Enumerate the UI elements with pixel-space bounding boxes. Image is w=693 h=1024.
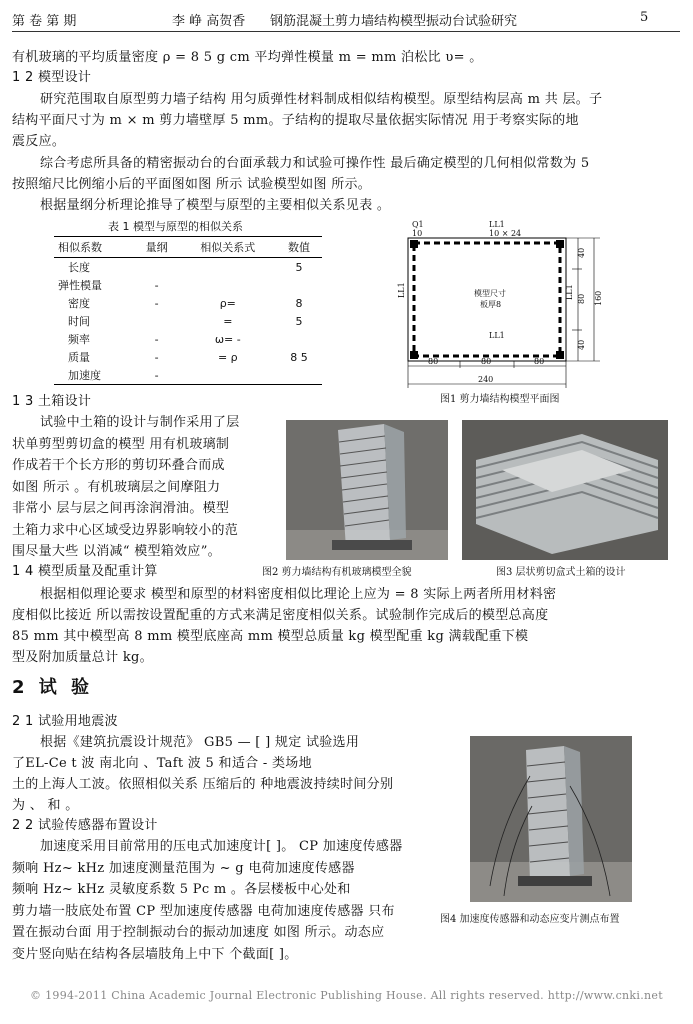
table-cell [134, 312, 180, 330]
table-row [54, 312, 322, 330]
label-ll1-left: LL1 [397, 282, 406, 298]
table-cell: 密度 [68, 297, 90, 310]
table-cell: = ρ [217, 350, 238, 364]
table-header-row [54, 237, 322, 258]
table-row [54, 348, 322, 366]
text-line: 85 mm 其中模型高 8 mm 模型底座高 mm 模型总质量 kg 模型配重 kg 满载配重下模 [12, 629, 529, 644]
col-header: 相似系数 [54, 237, 134, 258]
table-row [54, 366, 322, 385]
table-cell [276, 330, 322, 348]
figure-4-caption: 图4 加速度传感器和动态应变片测点布置 [440, 914, 620, 925]
table-cell: = [223, 314, 233, 328]
text-line: 根据《建筑抗震设计规范》 GB5 — [ ] 规定 试验选用 [40, 735, 360, 750]
text-line: 状单剪型剪切盒的模型 用有机玻璃制 [12, 436, 230, 452]
figure-2-photo [286, 420, 448, 560]
corner-column [410, 351, 418, 359]
corner-column [410, 240, 418, 248]
table-cell [276, 276, 322, 294]
table-cell: 5 [295, 260, 303, 274]
corner-column [556, 351, 564, 359]
table-cell: - [154, 350, 159, 364]
label-ll1-top: LL1 [489, 220, 505, 229]
text-line: 按照缩尺比例缩小后的平面图如图 所示 试验模型如图 所示。 [12, 177, 372, 192]
figure-3-caption: 图3 层状剪切盒式土箱的设计 [496, 567, 626, 578]
table-cell: 长度 [68, 261, 90, 274]
text-line: 根据量纲分析理论推导了模型与原型的主要相似关系见表 。 [40, 198, 391, 213]
header-rule [12, 31, 680, 32]
table-cell [276, 366, 322, 385]
table-cell: 频率 [68, 333, 90, 346]
text-line: 频响 Hz~ kHz 加速度测量范围为 ~ g 电荷加速度传感器 [12, 860, 355, 876]
table-cell: - [154, 296, 159, 310]
table-caption: 表 1 模型与原型的相似关系 [108, 220, 243, 233]
table-cell: 加速度 [54, 366, 134, 385]
figure-1-caption: 图1 剪力墙结构模型平面图 [440, 394, 560, 405]
text-line: 作成若干个长方形的剪切环叠合而成 [12, 458, 225, 473]
copyright-footer: © 1994-2011 China Academic Journal Electronic Publishing House. All rights reserved. http://www.cnki.net [30, 989, 663, 1002]
table-row [54, 294, 322, 312]
text-line: 研究范围取自原型剪力墙子结构 用匀质弹性材料制成相似结构模型。原型结构层高 m 共 层。子 [40, 92, 603, 107]
text-line: 剪力墙一肢底处布置 CP 型加速度传感器 电荷加速度传感器 只布 [12, 903, 395, 919]
shear-box-image [462, 420, 668, 560]
dim-160: 160 [594, 290, 603, 306]
header-title: 钢筋混凝土剪力墙结构模型振动台试验研究 [270, 14, 518, 29]
table-cell: ω= - [214, 332, 241, 346]
text-line: 变片竖向贴在结构各层墙肢角上中下 个截面[ ]。 [12, 946, 298, 962]
dim-80-v: 80 [577, 293, 586, 304]
section-heading-1-4: 1 4 模型质量及配重计算 [12, 564, 158, 579]
table-row [54, 330, 322, 348]
table-cell: ρ= [219, 296, 236, 310]
text-line: 震反应。 [12, 134, 66, 149]
journal-issue: 第 卷 第 期 [12, 14, 77, 29]
table-cell: 5 [295, 314, 303, 328]
dim-240: 240 [478, 375, 494, 384]
table-cell: - [154, 332, 159, 346]
figure-1-plan [394, 218, 634, 404]
section-heading-2-2: 2 2 试验传感器布置设计 [12, 818, 158, 833]
figure-4-photo [470, 736, 632, 902]
text-line: 土箱力求中心区域受边界影响较小的范 [12, 522, 239, 538]
table-cell: 8 [295, 296, 303, 310]
figure-3-photo [462, 420, 668, 560]
section-heading-1-3: 1 3 土箱设计 [12, 394, 92, 409]
table-cell [180, 366, 276, 385]
text-line: 频响 Hz~ kHz 灵敏度系数 5 Pc m 。各层楼板中心处和 [12, 882, 351, 897]
table-cell: 质量 [68, 351, 90, 364]
table-cell [180, 258, 276, 277]
dim-40-top: 40 [577, 247, 586, 258]
text-line: 围尽量大些 以消减“ 模型箱效应”。 [12, 544, 221, 559]
table-cell [134, 258, 180, 277]
table-cell: - [154, 278, 159, 292]
sensor-layout-image [470, 736, 632, 902]
label-q1-dim: 10 [412, 229, 423, 238]
dim-40-bot: 40 [577, 339, 586, 350]
table-cell: 弹性模量 [58, 279, 102, 292]
label-ll1-bottom: LL1 [489, 331, 505, 340]
text-line: 结构平面尺寸为 m × m 剪力墙壁厚 5 mm。子结构的提取尽量依据实际情况 用于考察实际的地 [12, 113, 579, 128]
page-number: 5 [640, 10, 649, 25]
section-heading-2-1: 2 1 试验用地震波 [12, 714, 118, 729]
dim-80-b: 80 [481, 357, 492, 366]
table-row [54, 258, 322, 277]
header-authors: 李 峥 高贺香 [172, 14, 246, 29]
table-cell: - [134, 366, 180, 385]
corner-column [556, 240, 564, 248]
dim-80-a: 80 [428, 357, 439, 366]
text-line: 试验中土箱的设计与制作采用了层 [40, 415, 240, 430]
center-text-2: 板厚8 [480, 300, 502, 309]
text-line: 型及附加质量总计 kg。 [12, 650, 153, 665]
center-text-1: 模型尺寸 [474, 289, 506, 298]
text-line: 置在振动台面 用于控制振动台的振动加速度 如图 所示。动态应 [12, 925, 385, 940]
plexiglass-model-image [286, 420, 448, 560]
text-line: 度相似比接近 所以需按设置配重的方式来满足密度相似关系。试验制作完成后的模型总高度 [12, 608, 549, 623]
table-row [54, 276, 322, 294]
text-line: 非常小 层与层之间再涂润滑油。模型 [12, 501, 230, 516]
figure-2-caption: 图2 剪力墙结构有机玻璃模型全貌 [262, 567, 412, 578]
table-cell [180, 276, 276, 294]
text-line: 了EL-Ce t 波 南北向 、Taft 波 5 和适合 - 类场地 [12, 756, 312, 771]
text-line: 根据相似理论要求 模型和原型的材料密度相似比理论上应为 = 8 实际上两者所用材料密 [40, 587, 557, 602]
section-heading-2: 2 试 验 [12, 677, 94, 698]
text-line: 综合考虑所具备的精密振动台的台面承载力和试验可操作性 最后确定模型的几何相似常数为 5 [40, 156, 590, 171]
table-cell: 8 5 [290, 350, 308, 364]
text-line: 如图 所示 。有机玻璃层之间摩阻力 [12, 479, 221, 495]
similarity-table [54, 236, 322, 385]
text-line: 有机玻璃的平均质量密度 ρ = 8 5 g cm 平均弹性模量 m = mm 泊松比 υ= 。 [12, 50, 483, 65]
text-line: 为 、 和 。 [12, 798, 79, 813]
label-ll1-dim: 10 × 24 [489, 229, 522, 238]
col-header: 数值 [276, 237, 322, 258]
col-header: 相似关系式 [180, 237, 276, 258]
col-header: 量纲 [134, 237, 180, 258]
dim-80-c: 80 [534, 357, 545, 366]
text-line: 土的上海人工波。依照相似关系 压缩后的 种地震波持续时间分别 [12, 777, 394, 792]
text-line: 加速度采用目前常用的压电式加速度计[ ]。 CP 加速度传感器 [40, 839, 403, 854]
label-q1: Q1 [412, 220, 424, 229]
section-heading-1-2: 1 2 模型设计 [12, 70, 92, 85]
table-cell: 时间 [68, 315, 90, 328]
label-ll1-right: LL1 [565, 284, 574, 300]
